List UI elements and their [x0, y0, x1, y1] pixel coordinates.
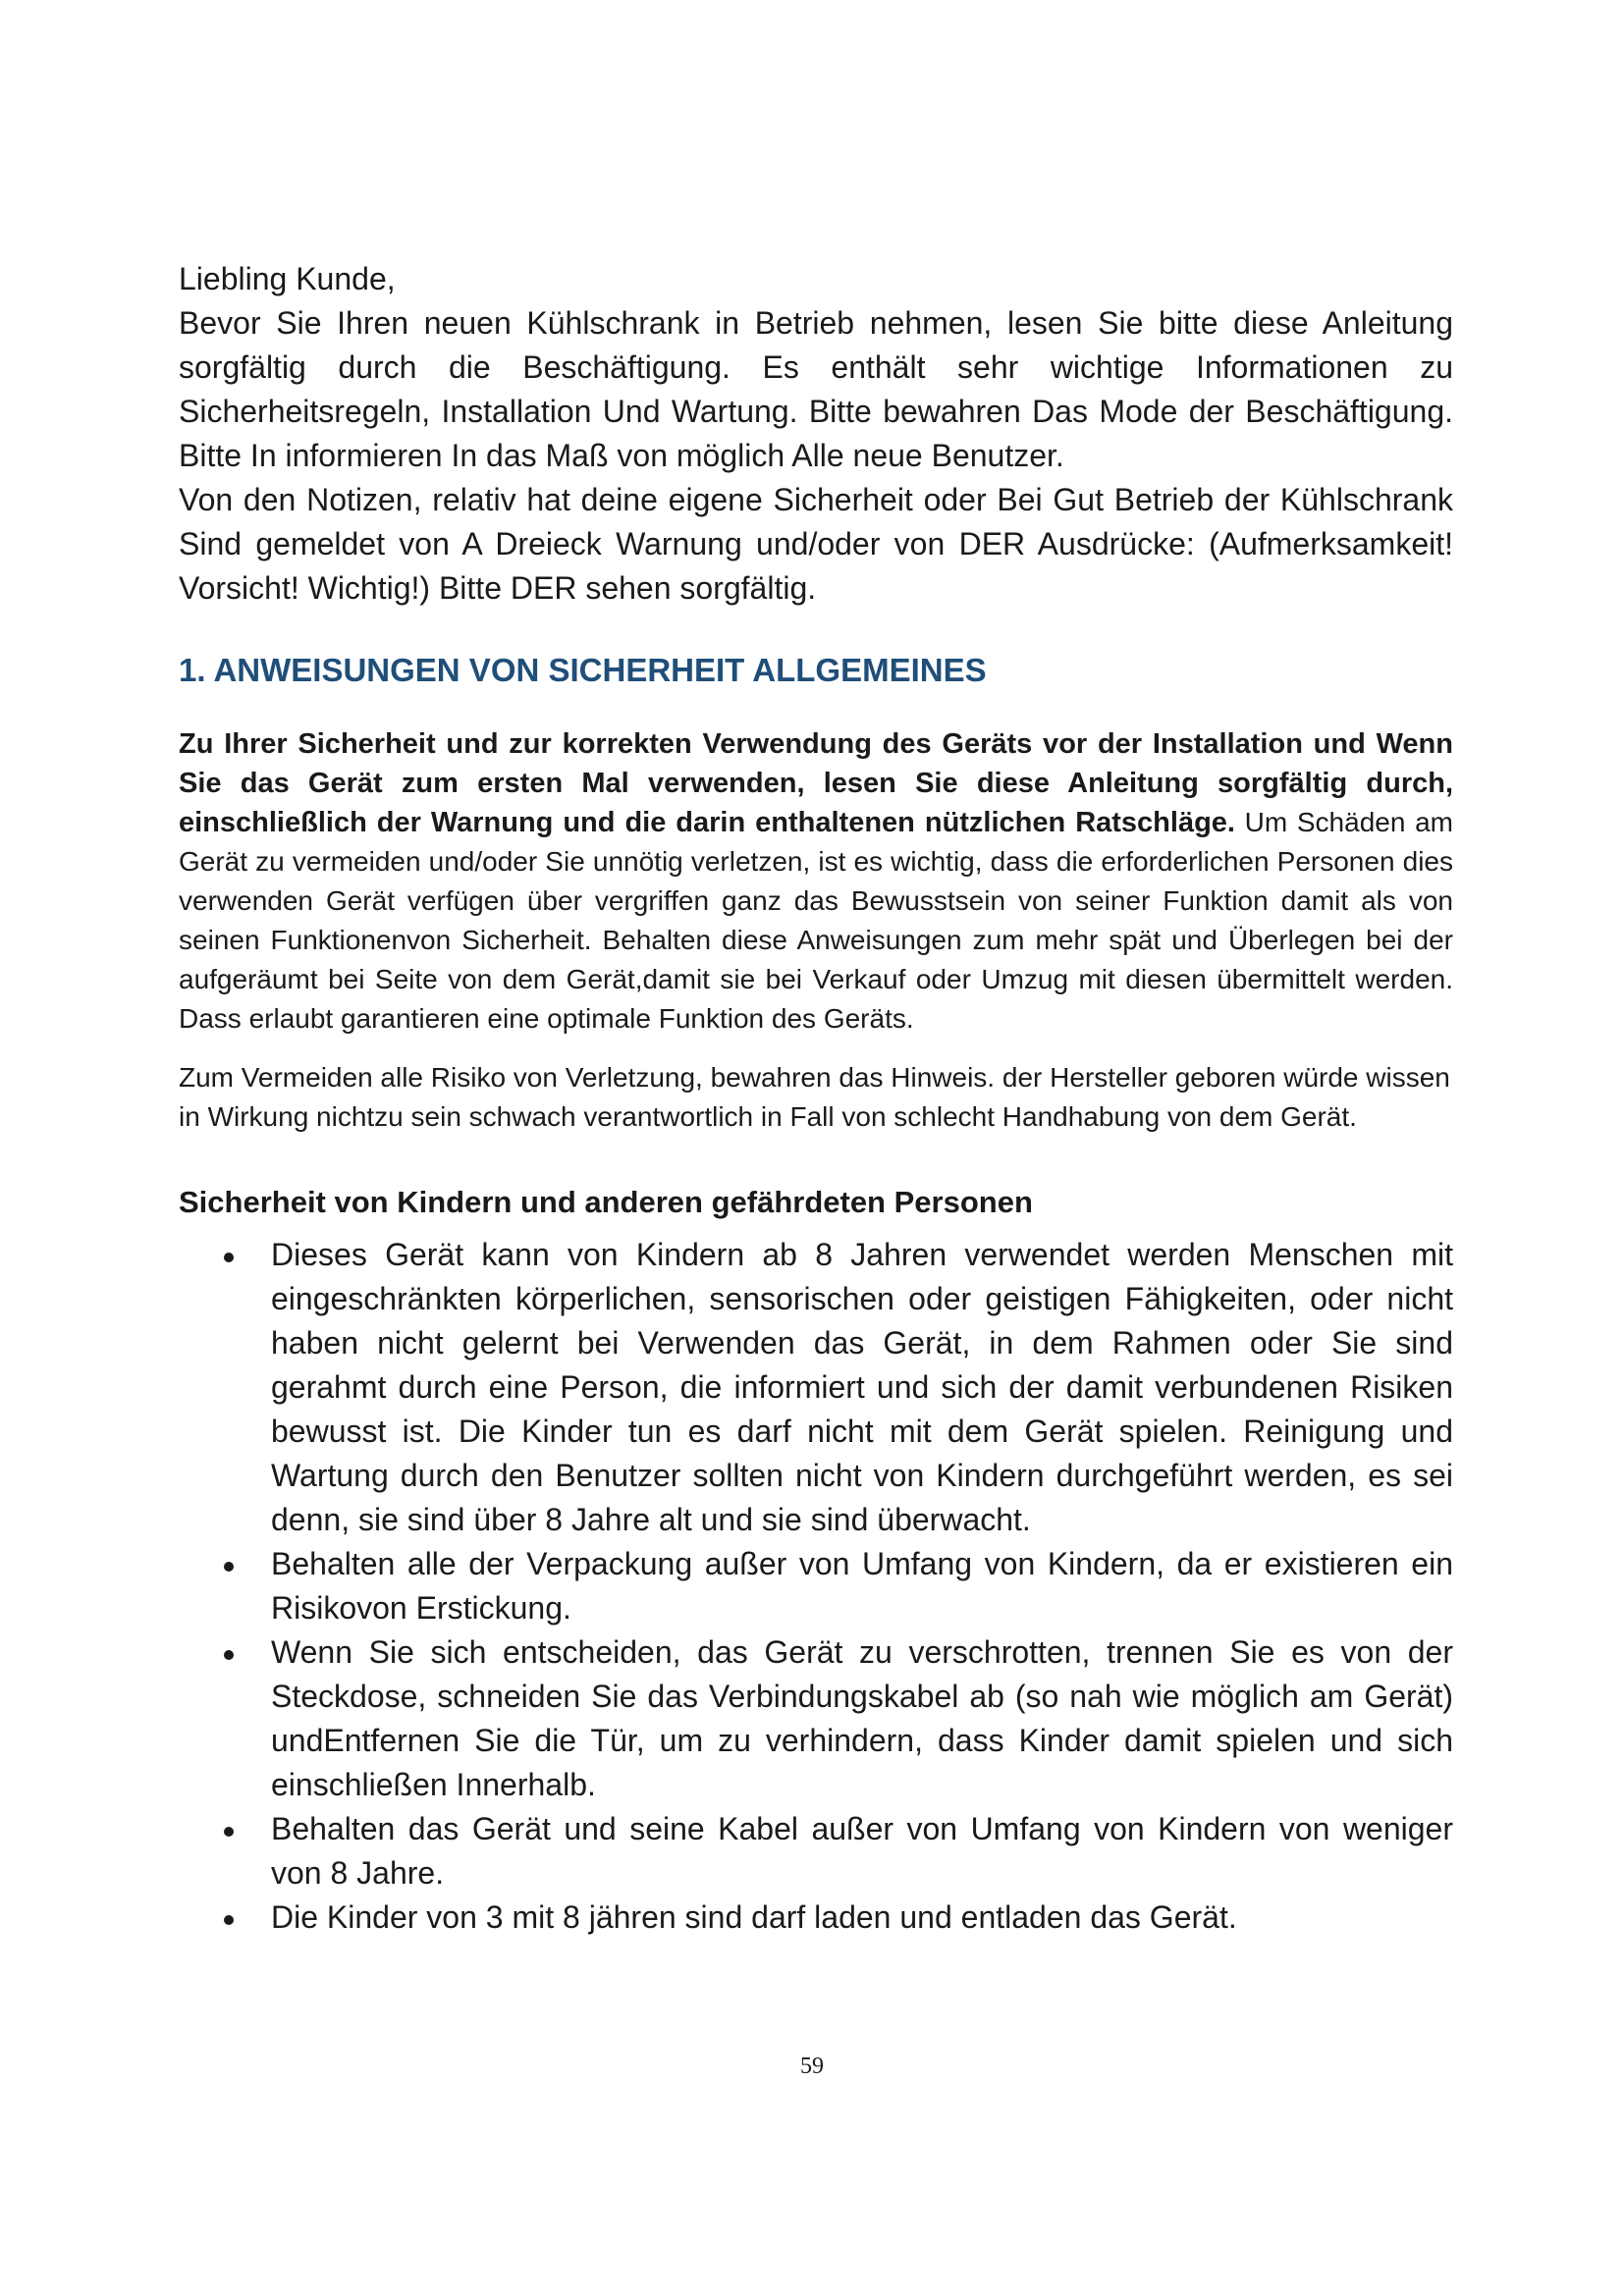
greeting: Liebling Kunde,	[179, 261, 396, 296]
bullet-dot-icon	[224, 1562, 234, 1572]
list-item-text: Behalten das Gerät und seine Kabel außer von Umfang von Kindern von weniger von 8 Jahre.	[271, 1811, 1453, 1891]
section-heading-safety-general: 1. ANWEISUNGEN VON SICHERHEIT ALLGEMEINES	[179, 652, 987, 688]
intro-paragraph-2: Von den Notizen, relativ hat deine eigene Sicherheit oder Bei Gut Betrieb der Kühlschrank Sind gemeldet von A Dreieck Warnung und/oder von DER Ausdrücke: (Aufmerksamkeit! Vorsicht! Wichtig!) Bitte DER sehen sorgfältig.	[179, 482, 1453, 606]
children-safety-heading: Sicherheit von Kindern und anderen gefährdeten Personen	[179, 1185, 1033, 1219]
page-content	[179, 257, 1453, 1940]
safety-instructions-bold-text: Zu Ihrer Sicherheit und zur korrekten Verwendung des Geräts vor der Installation und Wenn Sie das Gerät zum ersten Mal verwenden, lesen Sie diese Anleitung sorgfältig durch, einschließlich der Warnung und die darin enthaltenen nützlichen Ratschläge.	[179, 728, 1453, 838]
list-item	[179, 1542, 1453, 1630]
list-item-text: Wenn Sie sich entscheiden, das Gerät zu verschrotten, trennen Sie es von der Steckdose, schneiden Sie das Verbindungskabel ab (so nah wie möglich am Gerät) undEntfernen Sie die Tür, um zu verhindern, dass Kinder damit spielen und sich einschließen Innerhalb.	[271, 1634, 1453, 1802]
list-item	[179, 1233, 1453, 1542]
bullet-dot-icon	[224, 1650, 234, 1660]
intro-paragraph-1: Bevor Sie Ihren neuen Kühlschrank in Betrieb nehmen, lesen Sie bitte diese Anleitung sorgfältig durch die Beschäftigung. Es enthält sehr wichtige Informationen zu Sicherheitsregeln, Installation Und Wartung. Bitte bewahren Das Mode der Beschäftigung. Bitte In informieren In das Maß von möglich Alle neue Benutzer.	[179, 305, 1453, 473]
list-item-text: Die Kinder von 3 mit 8 jähren sind darf laden und entladen das Gerät.	[271, 1899, 1237, 1935]
bullet-dot-icon	[224, 1915, 234, 1925]
list-item-text: Dieses Gerät kann von Kindern ab 8 Jahren verwendet werden Menschen mit eingeschränkten körperlichen, sensorischen oder geistigen Fähigkeiten, oder nicht haben nicht gelernt bei Verwenden das Gerät, in dem Rahmen oder Sie sind gerahmt durch eine Person, die informiert und sich der damit verbundenen Risiken bewusst ist. Die Kinder tun es darf nicht mit dem Gerät spielen. Reinigung und Wartung durch den Benutzer sollten nicht von Kindern durchgeführt werden, es sei denn, sie sind über 8 Jahre alt und sie sind überwacht.	[271, 1237, 1453, 1537]
list-item	[179, 1630, 1453, 1807]
children-safety-list	[179, 1233, 1453, 1940]
list-item	[179, 1807, 1453, 1896]
bullet-dot-icon	[224, 1253, 234, 1262]
safety-instructions-text: Um Schäden am Gerät zu vermeiden und/oder Sie unnötig verletzen, ist es wichtig, dass die erforderlichen Personen dies verwenden Gerät verfügen über vergriffen ganz das Bewusstsein von seiner Funktion damit als von seinen Funktionenvon Sicherheit. Behalten diese Anweisungen zum mehr spät und Überlegen bei der aufgeräumt bei Seite von dem Gerät,damit sie bei Verkauf oder Umzug mit diesen übermittelt werden. Dass erlaubt garantieren eine optimale Funktion des Geräts.	[179, 807, 1453, 1034]
safety-instructions-paragraph	[179, 724, 1453, 1039]
page-number: 59	[800, 2054, 824, 2079]
bullet-dot-icon	[224, 1827, 234, 1837]
intro-section	[179, 257, 1453, 611]
liability-paragraph: Zum Vermeiden alle Risiko von Verletzung, bewahren das Hinweis. der Hersteller geboren würde wissen in Wirkung nichtzu sein schwach verantwortlich in Fall von schlecht Handhabung von dem Gerät.	[179, 1062, 1450, 1132]
list-item	[179, 1896, 1453, 1940]
list-item-text: Behalten alle der Verpackung außer von Umfang von Kindern, da er existieren ein Risikovon Erstickung.	[271, 1546, 1453, 1626]
